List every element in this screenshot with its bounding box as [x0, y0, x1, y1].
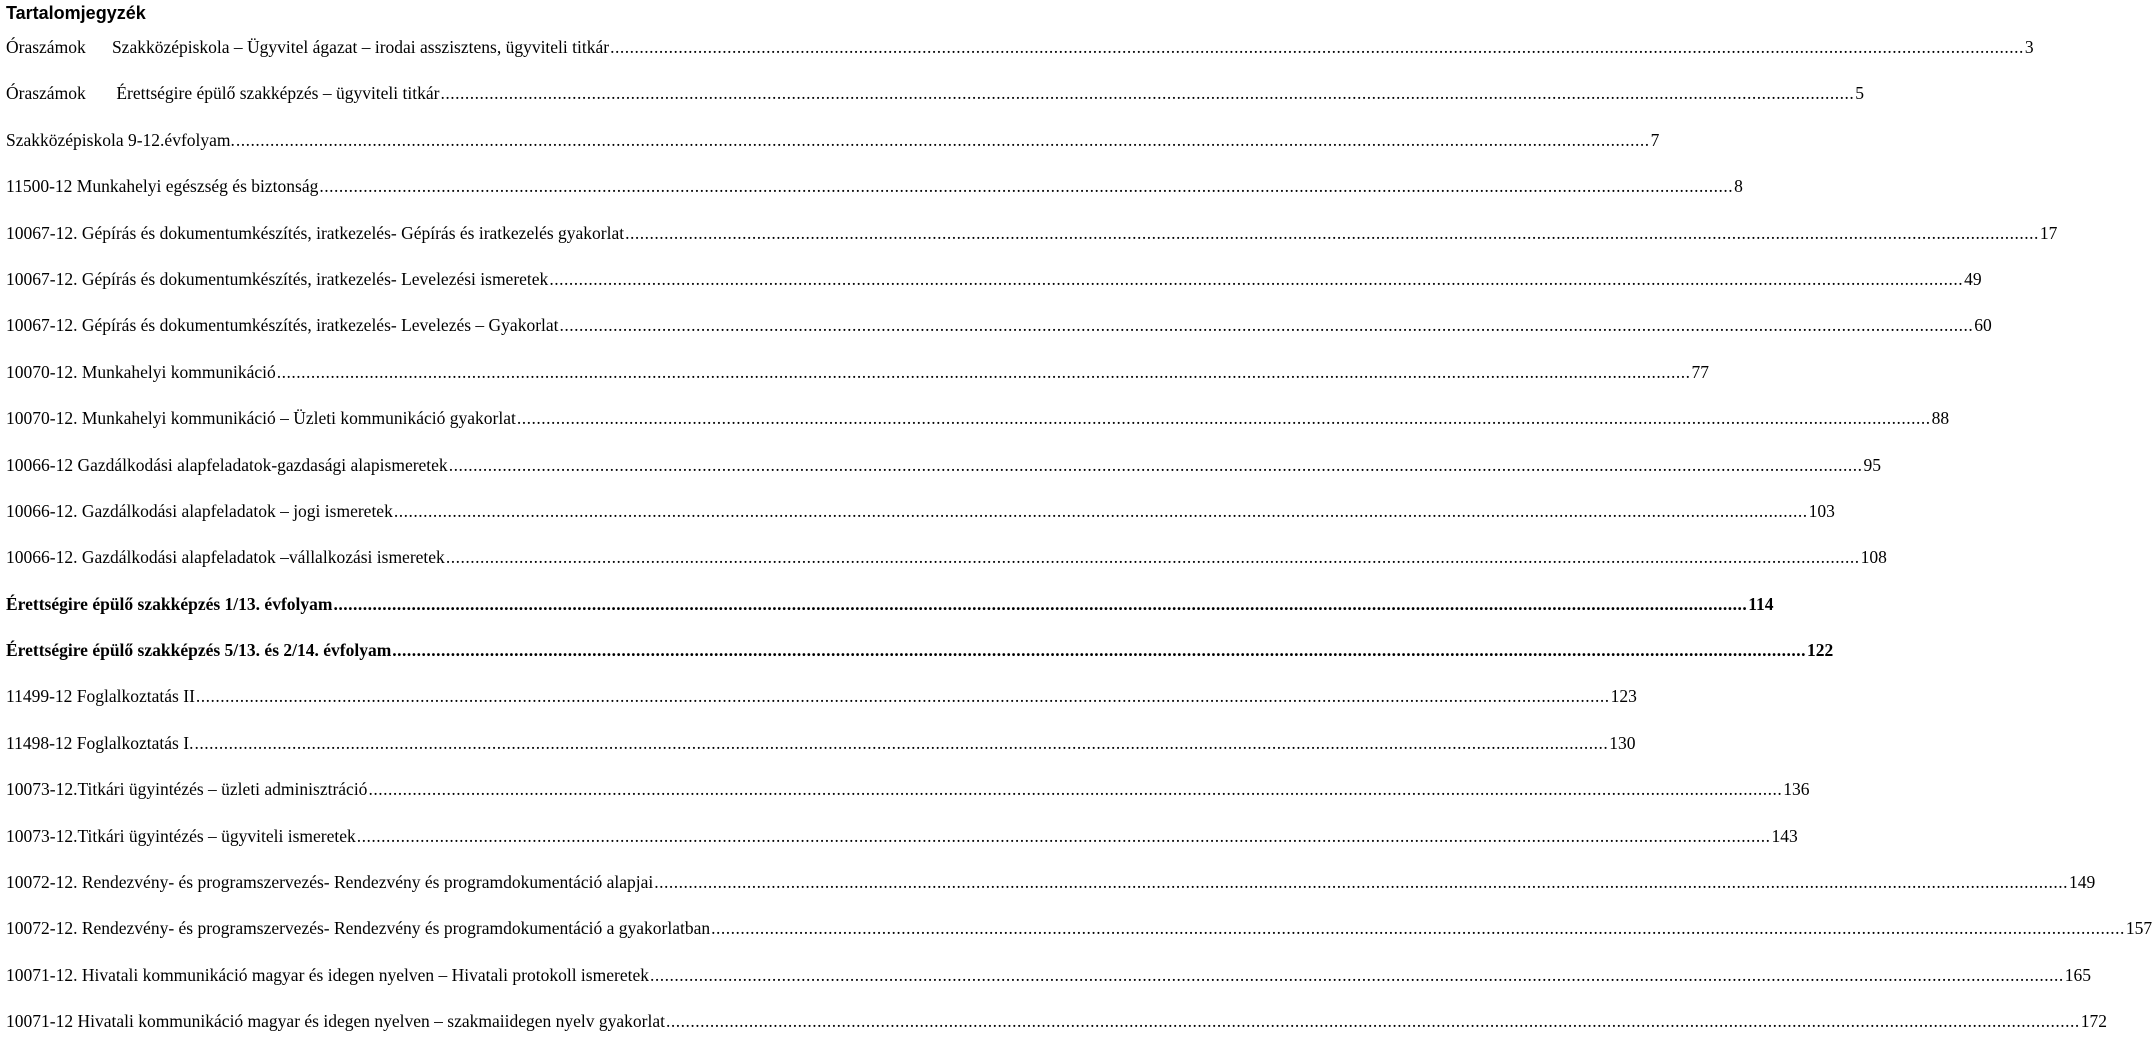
toc-page-number: 77	[1691, 361, 1710, 382]
toc-entry[interactable]	[6, 777, 1810, 823]
toc-dot-leader	[196, 684, 1610, 708]
toc-entry-text: Szakközépiskola 9-12.évfolyam.	[6, 129, 235, 150]
toc-entry-text: 11499-12 Foglalkoztatás II	[6, 686, 195, 707]
toc-entry[interactable]	[6, 824, 1798, 870]
toc-entry-section[interactable]	[6, 592, 1774, 638]
toc-dot-leader	[440, 81, 1854, 105]
toc-page-number: 149	[2069, 872, 2096, 893]
toc-dot-leader	[625, 221, 2039, 245]
toc-entry[interactable]	[6, 313, 1992, 359]
toc-entry[interactable]	[6, 684, 1637, 730]
toc-page-number: 143	[1771, 825, 1798, 846]
toc-page-number: 136	[1783, 779, 1810, 800]
toc-entry-text: 10067-12. Gépírás és dokumentumkészítés, iratkezelés- Gépírás és iratkezelés gyakorlat	[6, 222, 625, 243]
toc-entry[interactable]	[6, 221, 2058, 267]
toc-entry-text: 10066-12. Gazdálkodási alapfeladatok – jogi ismeretek	[6, 500, 393, 521]
toc-entry[interactable]	[6, 916, 2152, 962]
toc-entry-text: Óraszámok Szakközépiskola – Ügyvitel ágazat – irodai asszisztens, ügyviteli titkár	[6, 37, 610, 57]
toc-page-number: 103	[1808, 500, 1835, 521]
toc-entry[interactable]	[6, 35, 2034, 81]
toc-dot-leader	[711, 916, 2125, 940]
toc-page-number: 114	[1748, 593, 1774, 614]
toc-page-number: 88	[1931, 408, 1950, 429]
toc-page-number: 123	[1610, 686, 1637, 707]
toc-entry-text: 10071-12 Hivatali kommunikáció magyar és idegen nyelven – szakmaiidegen nyelv gyakorlat	[6, 1011, 665, 1032]
toc-entry[interactable]	[6, 174, 1743, 220]
toc-page-number: 3	[2024, 37, 2034, 57]
toc-entry[interactable]	[6, 267, 1982, 313]
toc-entry-text: 10072-12. Rendezvény- és programszervezés- Rendezvény és programdokumentáció a gyakorlatban	[6, 918, 711, 939]
toc-dot-leader	[392, 638, 1806, 662]
toc-entry[interactable]	[6, 81, 1864, 127]
toc-title: Tartalomjegyzék	[6, 3, 146, 23]
toc-dot-leader	[236, 128, 1650, 152]
toc-entry-text: 10070-12. Munkahelyi kommunikáció	[6, 361, 276, 382]
toc-dot-leader	[446, 545, 1860, 569]
toc-dot-leader	[654, 870, 2068, 894]
toc-dot-leader	[194, 731, 1608, 755]
toc-entry-text: Érettségire épülő szakképzés 5/13. és 2/14. évfolyam	[6, 640, 392, 661]
toc-entry-text: 11498-12 Foglalkoztatás I.	[6, 732, 194, 753]
toc-page-number: 157	[2125, 918, 2152, 939]
toc-dot-leader	[560, 313, 1974, 337]
toc-list	[6, 35, 2152, 1056]
toc-entry-text: 10073-12.Titkári ügyintézés – üzleti adminisztráció	[6, 779, 368, 800]
toc-page-number: 130	[1609, 732, 1636, 753]
toc-dot-leader	[517, 406, 1931, 430]
toc-entry-text: 10066-12 Gazdálkodási alapfeladatok-gazdasági alapismeretek	[6, 454, 448, 475]
toc-entry-text: 10067-12. Gépírás és dokumentumkészítés, iratkezelés- Levelezés – Gyakorlat	[6, 315, 559, 336]
toc-entry-text: 11500-12 Munkahelyi egészség és biztonság	[6, 176, 319, 197]
toc-page-number: 122	[1807, 640, 1834, 661]
toc-page-number: 8	[1734, 176, 1743, 197]
toc-page-number: 17	[2039, 222, 2058, 243]
toc-page-number: 95	[1863, 454, 1881, 475]
toc-entry-section[interactable]	[6, 638, 1834, 684]
toc-dot-leader	[357, 824, 1771, 848]
toc-entry[interactable]	[6, 1009, 2107, 1055]
toc-page-number: 165	[2064, 964, 2091, 985]
toc-entry[interactable]	[6, 731, 1636, 777]
toc-entry[interactable]	[6, 128, 1660, 174]
toc-entry[interactable]	[6, 870, 2096, 916]
toc-page-number: 172	[2080, 1011, 2107, 1032]
toc-page-number: 60	[1974, 315, 1992, 336]
toc-dot-leader	[277, 360, 1691, 384]
toc-dot-leader	[549, 267, 1963, 291]
toc-entry[interactable]	[6, 360, 1710, 406]
toc-entry[interactable]	[6, 499, 1835, 545]
toc-dot-leader	[610, 35, 2024, 59]
toc-dot-leader	[666, 1009, 2080, 1033]
toc-entry[interactable]	[6, 545, 1887, 591]
toc-dot-leader	[319, 174, 1733, 198]
toc-entry-text: 10066-12. Gazdálkodási alapfeladatok –vállalkozási ismeretek	[6, 547, 445, 568]
toc-entry-text: 10073-12.Titkári ügyintézés – ügyviteli ismeretek	[6, 825, 356, 846]
toc-page-number: 108	[1860, 547, 1887, 568]
toc-dot-leader	[650, 963, 2064, 987]
toc-entry-text: Óraszámok Érettségire épülő szakképzés – ügyviteli titkár	[6, 83, 440, 104]
toc-entry-text: 10067-12. Gépírás és dokumentumkészítés, iratkezelés- Levelezési ismeretek	[6, 268, 549, 289]
toc-entry[interactable]	[6, 963, 2091, 1009]
toc-entry-text: Érettségire épülő szakképzés 1/13. évfolyam	[6, 593, 333, 614]
toc-page-number: 49	[1964, 268, 1982, 289]
toc-entry[interactable]	[6, 406, 1950, 452]
toc-entry-text: 10072-12. Rendezvény- és programszervezés- Rendezvény és programdokumentáció alapjai	[6, 872, 654, 893]
toc-entry-text: 10071-12. Hivatali kommunikáció magyar és idegen nyelven – Hivatali protokoll ismeretek	[6, 964, 649, 985]
toc-dot-leader	[333, 592, 1747, 616]
toc-dot-leader	[449, 453, 1863, 477]
toc-entry[interactable]	[6, 453, 1881, 499]
toc-dot-leader	[368, 777, 1782, 801]
toc-dot-leader	[394, 499, 1808, 523]
toc-entry-text: 10070-12. Munkahelyi kommunikáció – Üzleti kommunikáció gyakorlat	[6, 408, 516, 429]
toc-page-number: 5	[1855, 83, 1864, 104]
toc-page-number: 7	[1650, 129, 1660, 150]
